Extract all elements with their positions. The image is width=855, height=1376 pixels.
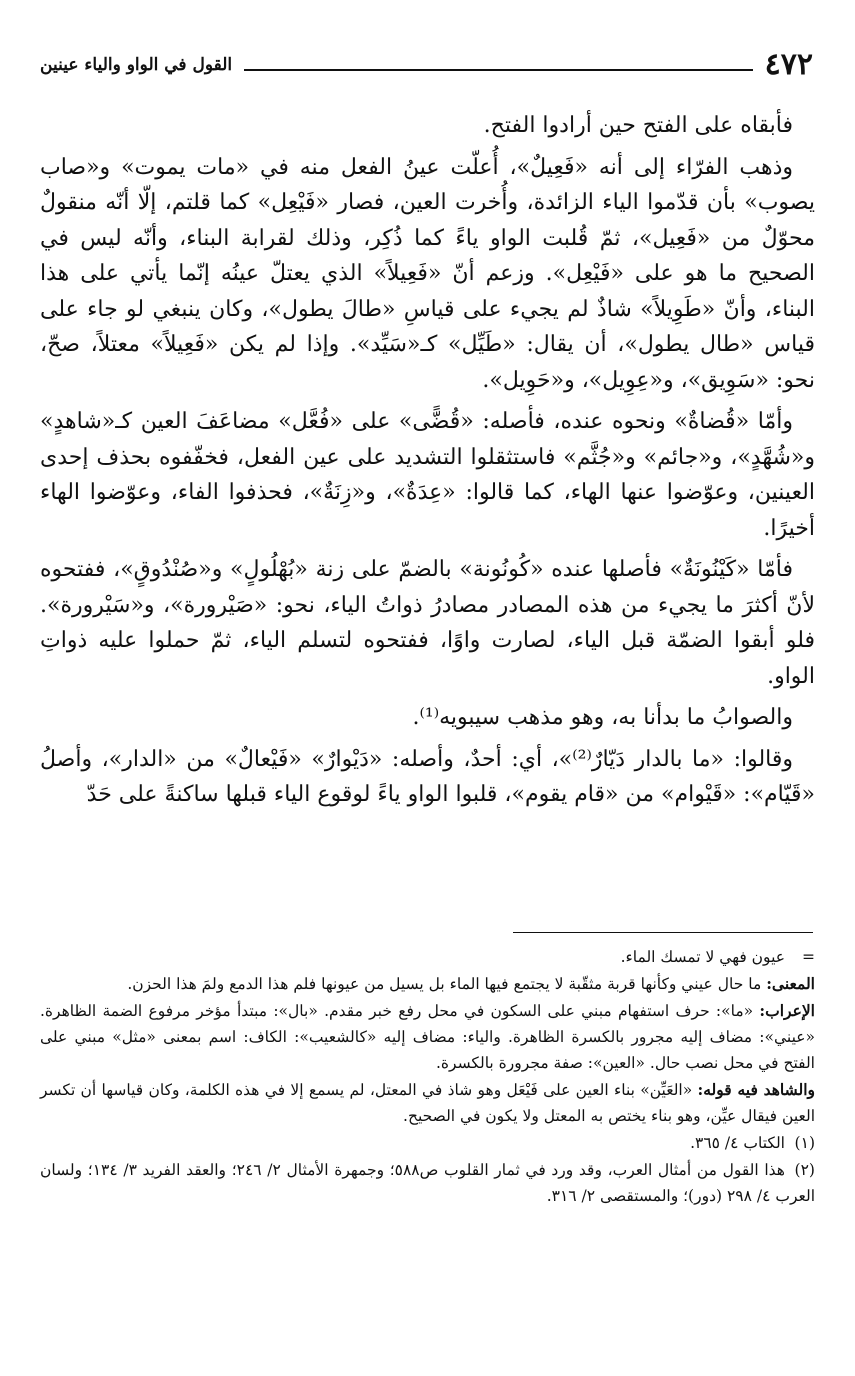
paragraph-3: وأمّا «قُضاةٌ» ونحوه عنده، فأصله: «قُضًّى» على «فُعَّل» مضاعَفَ العين كـ«شاهدٍ» و«شُهَّدٍ»، و«جائم» و«جُثَّم» فاستثقلوا التشديد على عين الفعل، فخفّفوه بحذف إحدى العينين، وعوّضوا عنها الهاء، كما قالوا: «عِدَةٌ»، و«زِنَةٌ»، فحذفوا الفاء، وعوّضوا الهاء أخيرًا. — [40, 409, 815, 541]
meaning-text: ما حال عيني وكأنها قربة مثقّبة لا يجتمع فيها الماء بل يسيل من عيونها فلم هذا الدمع ولمَ هذا الحزن. — [127, 975, 762, 993]
header-rule — [244, 69, 753, 71]
footnote-1-text: الكتاب ٤/ ٣٦٥. — [690, 1134, 785, 1152]
footnote-separator — [513, 932, 813, 933]
paragraph-1: فأبقاه على الفتح حين أرادوا الفتح. — [483, 113, 793, 138]
paragraph-5: والصوابُ ما بدأنا به، وهو مذهب سيبويه⁽¹⁾. — [412, 705, 793, 730]
footnotes — [40, 944, 815, 1210]
continuation-mark: = — [802, 948, 815, 966]
irab-label: الإعراب: — [759, 1001, 815, 1020]
footnote-irab — [40, 998, 815, 1076]
continuation-text: عيون فهي لا تمسك الماء. — [620, 948, 785, 966]
page-number: ٤٧٢ — [764, 47, 813, 82]
footnote-meaning — [40, 971, 815, 997]
footnote-2-text: هذا القول من أمثال العرب، وقد ورد في ثمار القلوب ص٥٨٨؛ وجمهرة الأمثال ٢/ ٢٤٦؛ والعقد الفريد ٣/ ١٣٤؛ ولسان العرب ٤/ ٢٩٨ (دور)؛ والمستقصى ٢/ ٣١٦. — [40, 1161, 815, 1205]
page-header — [40, 46, 813, 84]
paragraph-4: فأمّا «كَيْنُونَةٌ» فأصلها عنده «كُونُونة» بالضمّ على زنة «بُهْلُولٍ» و«صُنْدُوقٍ»، ففتحوه لأنّ أكثرَ ما يجيء من هذه المصادر مصادرُ ذواتُ الياء، نحو: «صَيْرورة»، و«سَيْرورة». فلو أبقوا الضمّة قبل الياء، لصارت واوًا، ففتحوه لتسلم الياء، ثمّ حملوا عليه ذواتِ الواو. — [40, 557, 815, 689]
footnote-1 — [40, 1130, 815, 1156]
irab-text: «ما»: حرف استفهام مبني على السكون في محل رفع خبر مقدم. «بال»: مبتدأ مؤخر مرفوع الضمة الظاهرة. «عيني»: مضاف إليه مجرور بالكسرة الظاهرة. والياء: مضاف إليه «كالشعيب»: الكاف: اسم بمعنى «مثل» مبني على الفتح في محل نصب حال. «العين»: صفة مجرورة بالكسرة. — [40, 1002, 815, 1072]
shahid-label: والشاهد فيه قوله: — [697, 1080, 815, 1099]
footnote-shahid — [40, 1077, 815, 1129]
shahid-text: «العَيِّن» بناء العين على فَيْعَل وهو شاذ في المعتل، لم يسمع إلا في هذه الكلمة، وكان قياسها أن تكسر العين فيقال عيِّن، وهو بناء يختص به المعتل ولا يكون في الصحيح. — [40, 1081, 815, 1125]
main-text — [40, 108, 815, 819]
footnote-1-number: (١) — [794, 1134, 815, 1152]
paragraph-2: وذهب الفرّاء إلى أنه «فَعِيلٌ»، أُعلّت عينُ الفعل منه في «مات يموت» و«صاب يصوب» بأن قدّموا الياء الزائدة، وأُخرت العين، فصار «فَيْعِل» كما قلتم، إلّا أنّه منقولٌ محوّلٌ من «فَعِيل»، ثمّ قُلبت الواو ياءً كما ذُكِر، وذلك لقرابة البناء، وأنّه ليس في الصحيح ما هو على «فَيْعِل». وزعم أنّ «فَعِيلاً» الذي يعتلّ عينُه إنّما يأتي على هذا البناء، وأنّ «طَوِيلاً» شاذٌ لم يجيء على قياسِ «طالَ يطول»، وكان ينبغي لو جاء على قياس «طال يطول»، أن يقال: «طَيِّل» كـ«سَيِّد». وإذا لم يكن «فَعِيلاً» معتلاً، صحّ، نحو: «سَوِيق»، و«عِوِيل»، و«حَوِيل». — [40, 154, 815, 393]
footnote-2 — [40, 1157, 815, 1209]
footnote-continuation — [40, 944, 815, 970]
running-title: القول في الواو والياء عينين — [40, 55, 233, 75]
meaning-label: المعنى: — [766, 974, 815, 993]
footnote-2-number: (٢) — [794, 1161, 815, 1179]
paragraph-6: وقالوا: «ما بالدار دَيّارٌ⁽²⁾»، أي: أحدٌ، وأصله: «دَيْوارٌ» «فَيْعالٌ» من «الدار»، وأصلُ «قَيّام»: «قَيْوام» من «قام يقوم»، قلبوا الواو ياءً لوقوع الياء قبلها ساكنةً على حَدّ — [40, 746, 815, 807]
